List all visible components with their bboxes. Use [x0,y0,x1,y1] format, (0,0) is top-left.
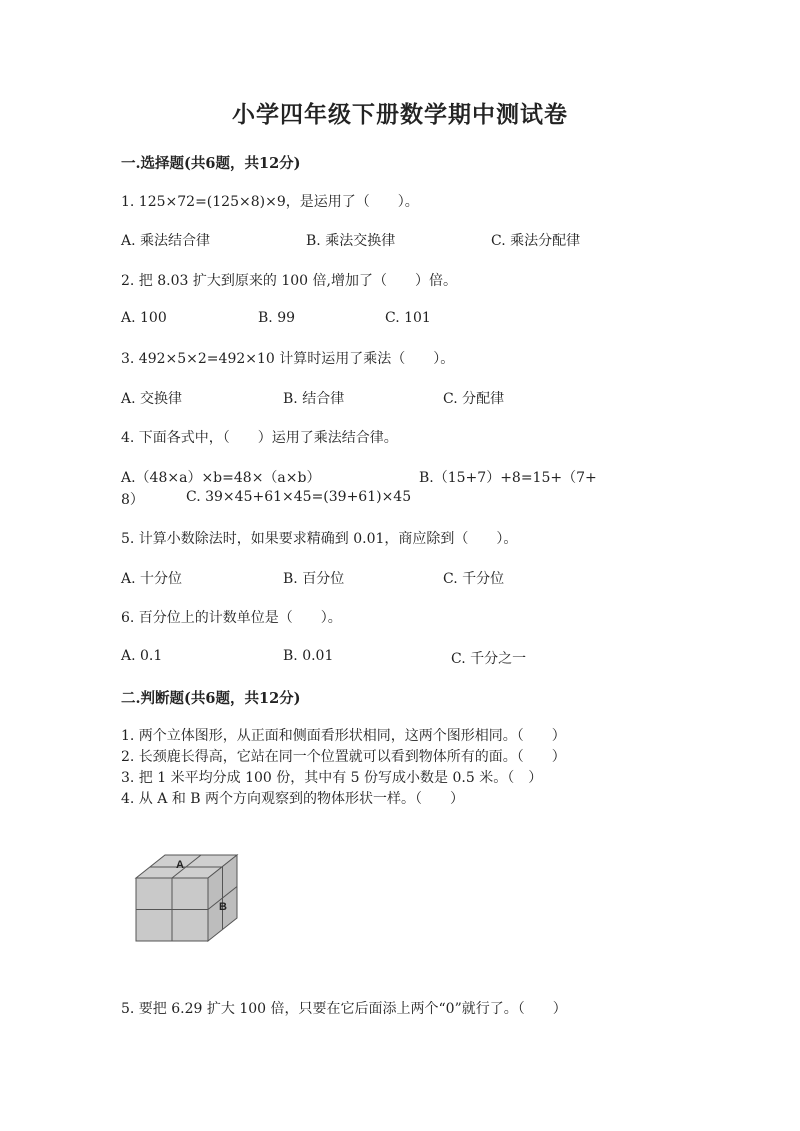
judgement-1: 1. 两个立体图形，从正面和侧面看形状相同，这两个图形相同。（ ） [121,728,566,744]
question-2: 2. 把 8.03 扩大到原来的 100 倍,增加了（ ）倍。 [121,273,457,289]
q4-option-a: A.（48×a）×b=48×（a×b） [121,470,321,486]
question-3: 3. 492×5×2=492×10 计算时运用了乘法（ ）。 [121,351,455,367]
q6-option-a: A. 0.1 [121,648,163,664]
q6-option-c: C. 千分之一 [451,651,527,667]
question-6: 6. 百分位上的计数单位是（ ）。 [121,610,342,626]
q4-option-c: C. 39×45+61×45=(39+61)×45 [186,489,412,505]
q1-option-c: C. 乘法分配律 [491,233,581,249]
cube-figure [128,850,253,950]
page-title: 小学四年级下册数学期中测试卷 [232,101,568,128]
q2-option-b: B. 99 [258,310,296,326]
judgement-5: 5. 要把 6.29 扩大 100 倍，只要在它后面添上两个“0”就行了。（ ） [121,1001,567,1017]
figure-label-a: A [176,859,184,871]
judgement-3: 3. 把 1 米平均分成 100 份，其中有 5 份写成小数是 0.5 米。（ ） [121,770,543,786]
question-4: 4. 下面各式中，（ ）运用了乘法结合律。 [121,430,398,446]
question-1: 1. 125×72=(125×8)×9，是运用了（ ）。 [121,194,419,210]
q2-option-c: C. 101 [385,310,431,326]
q3-option-c: C. 分配律 [443,391,505,407]
judgement-4: 4. 从 A 和 B 两个方向观察到的物体形状一样。（ ） [121,791,465,807]
section-heading-judgement: 二.判断题(共6题，共12分) [121,690,301,707]
figure-label-b: B [219,901,227,913]
q6-option-b: B. 0.01 [283,648,334,664]
q4-option-b: B.（15+7）+8=15+（7+ [419,470,597,486]
q2-option-a: A. 100 [121,310,167,326]
q3-option-b: B. 结合律 [283,391,345,407]
judgement-2: 2. 长颈鹿长得高，它站在同一个位置就可以看到物体所有的面。（ ） [121,749,566,765]
question-5: 5. 计算小数除法时，如果要求精确到 0.01，商应除到（ ）。 [121,531,518,547]
section-heading-choice: 一.选择题(共6题，共12分) [121,155,301,172]
q5-option-b: B. 百分位 [283,571,345,587]
q5-option-a: A. 十分位 [121,571,183,587]
q1-option-b: B. 乘法交换律 [306,233,396,249]
q1-option-a: A. 乘法结合律 [121,233,211,249]
q3-option-a: A. 交换律 [121,391,183,407]
q5-option-c: C. 千分位 [443,571,505,587]
q4-option-b-continued: 8） [121,492,144,508]
